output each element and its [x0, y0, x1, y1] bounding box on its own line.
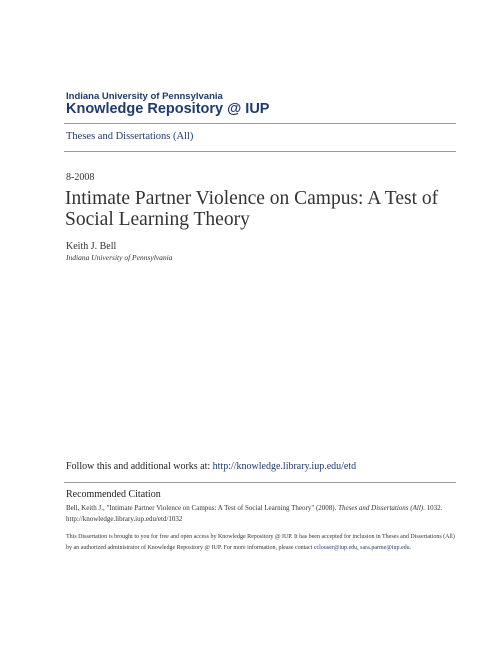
access-notice: [66, 532, 456, 554]
notice-end: .: [409, 545, 412, 551]
notice-separator: ,: [357, 545, 361, 551]
document-title: Intimate Partner Violence on Campus: A Test of Social Learning Theory: [65, 188, 439, 230]
institution-name: Indiana University of Pennsylvania: [66, 91, 223, 102]
follow-line: [66, 461, 356, 472]
follow-label: Follow this and additional works at:: [66, 461, 213, 472]
repository-name[interactable]: Knowledge Repository @ IUP: [66, 101, 270, 117]
author-name: Keith J. Bell: [66, 241, 117, 252]
notice-text: This Dissertation is brought to you for free and open access by Knowledge Repository @ IUP. It has been accepted for inclusion in Theses and Dissertations (All) by an authorized administrator of Knowledge Repository @ IUP. For more information, please contact: [66, 534, 455, 551]
recommended-citation-heading: Recommended Citation: [66, 489, 161, 500]
collection-link[interactable]: Theses and Dissertations (All): [66, 131, 194, 142]
header-divider: [64, 123, 456, 124]
etd-link[interactable]: http://knowledge.library.iup.edu/etd: [212, 461, 357, 472]
citation-part2: . 1032.: [423, 504, 443, 512]
collection-divider: [64, 151, 456, 152]
citation-divider: [64, 482, 456, 483]
citation-url[interactable]: http://knowledge.library.iup.edu/etd/1032: [66, 514, 183, 523]
citation-text: [66, 503, 456, 524]
citation-series: Theses and Dissertations (All): [338, 504, 424, 512]
contact-email-1[interactable]: cclouser@iup.edu: [313, 545, 358, 551]
author-affiliation: Indiana University of Pennsylvania: [66, 253, 173, 262]
contact-email-2[interactable]: sara.parme@iup.edu: [360, 545, 410, 551]
publication-date: 8-2008: [66, 172, 95, 183]
citation-part1: Bell, Keith J., "Intimate Partner Violence on Campus: A Test of Social Learning Theory" (2008).: [66, 504, 339, 512]
